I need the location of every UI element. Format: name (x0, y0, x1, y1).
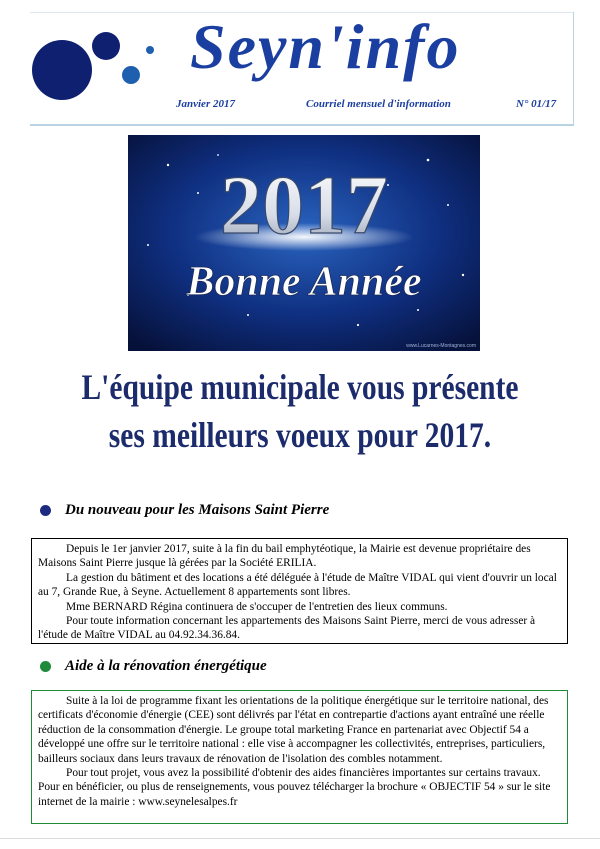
banner-greeting: Bonne Année (186, 259, 422, 305)
bullet-icon (40, 661, 51, 672)
section-heading-maisons (40, 502, 329, 519)
masthead (30, 8, 574, 126)
newsletter-subtitle: Courriel mensuel d'information (306, 98, 451, 110)
paragraph: Suite à la loi de programme fixant les orientations de la politique énergétique sur le territoire national, des certificats d'économie d'énergie (CEE) sont délivrés par l'état en contrepartie d'actions ayant entraîné une réelle réduction de la consommation d'énergie. Le groupe total marketing France en partenariat avec Objectif 54 a développé une offre sur le territoire national : elle vise à accompagner les collectivités, entreprises, particuliers, bailleurs sociaux dans leurs travaux de rénovation de l'isolation des combles notamment. (38, 695, 549, 765)
logo-dot-small (122, 66, 140, 84)
logo-dot-tiny (146, 46, 154, 54)
banner-year: 2017 (220, 159, 388, 252)
section-title-maisons: Du nouveau pour les Maisons Saint Pierre (65, 502, 330, 518)
newsletter-title: Seyn'info (190, 11, 461, 82)
article-maisons-saint-pierre (31, 538, 568, 644)
section-heading-renovation (40, 658, 267, 675)
bullet-icon (40, 505, 51, 516)
section-title-renovation: Aide à la rénovation énergétique (65, 658, 267, 674)
masthead-bottom-rule (30, 124, 574, 126)
paragraph: Pour toute information concernant les appartements des Maisons Saint Pierre, merci de vous adresser à l'étude de Maître VIDAL au 04.92.34.36.84. (38, 615, 536, 642)
banner-credit: www.Lucarnes-Montagnes.com (406, 343, 476, 349)
logo-dot-medium (92, 32, 120, 60)
logo-dot-large (32, 40, 92, 100)
paragraph: La gestion du bâtiment et des locations a été déléguée à l'étude de Maître VIDAL qui vient d'ouvrir un local au 7, Grande Rue, à Seyne. Actuellement 8 appartements sont libres. (38, 571, 557, 599)
masthead-right-rule (573, 12, 574, 124)
issue-date: Janvier 2017 (176, 98, 235, 110)
issue-number: N° 01/17 (516, 98, 557, 110)
article-renovation-energetique (31, 690, 568, 824)
headline-line-2: ses meilleurs voeux pour 2017. (108, 415, 492, 455)
footer-rule (0, 838, 600, 839)
paragraph: Mme BERNARD Régina continuera de s'occuper de l'entretien des lieux communs. (66, 600, 448, 613)
new-year-banner (128, 135, 480, 351)
headline-line-1: L'équipe municipale vous présente (81, 367, 519, 407)
paragraph: Pour tout projet, vous avez la possibilité d'obtenir des aides financières importantes sur certains travaux. Pour en bénéficier, ou plus de renseignements, vous pouvez télécharger la brochure « OBJECTIF 54 » sur le site internet de la mairie : www.seynelesalpes.fr (38, 767, 551, 808)
paragraph: Depuis le 1er janvier 2017, suite à la fin du bail emphytéotique, la Mairie est devenue propriétaire des Maisons Saint Pierre jusque là gérées par la Société ERILIA. (38, 543, 531, 570)
